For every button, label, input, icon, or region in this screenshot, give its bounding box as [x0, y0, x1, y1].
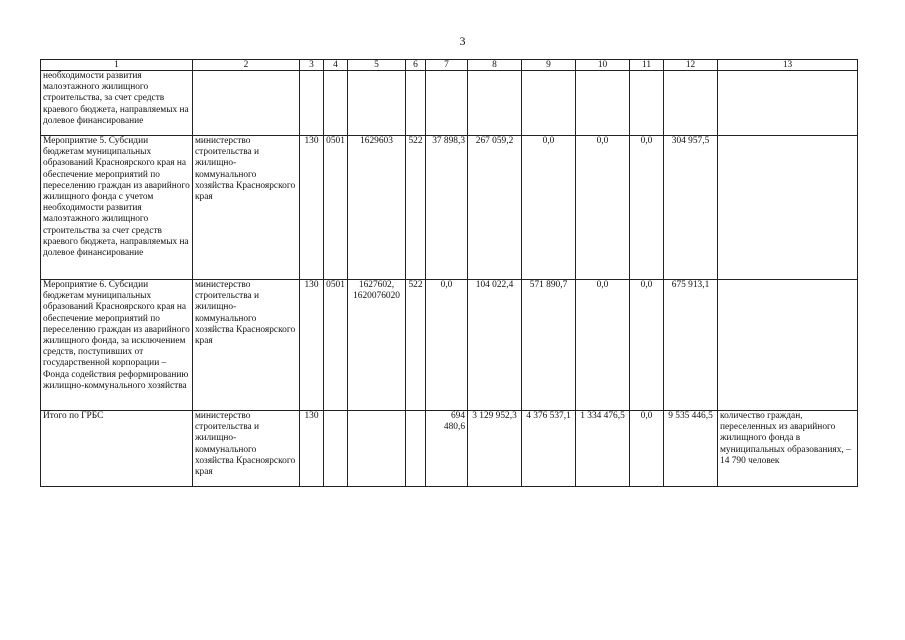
total-cell: 675 913,1: [664, 280, 718, 411]
col-header: 9: [522, 60, 576, 71]
amount-cell: 0,0: [630, 280, 664, 411]
code-cell: 130: [300, 280, 324, 411]
amount-cell: [576, 71, 630, 136]
code-cell: 522: [406, 136, 426, 280]
code-cell: [324, 71, 348, 136]
table-row: [41, 71, 858, 136]
code-cell: [300, 71, 324, 136]
amount-cell: 3 129 952,3: [468, 411, 522, 487]
code-cell: [406, 411, 426, 487]
result-cell: [718, 280, 858, 411]
activity-cell: Мероприятие 6. Субсидии бюджетам муниципальных образований Красноярского края на обеспечение мероприятий по переселению граждан из аварийного жилищного фонда, за исключением средств, поступивших от государственной корпорации – Фонда содействия реформированию жилищно-коммунального хозяйства: [41, 280, 193, 411]
amount-cell: 571 890,7: [522, 280, 576, 411]
code-cell: 130: [300, 136, 324, 280]
amount-cell: 0,0: [576, 280, 630, 411]
code-cell: 0501: [324, 280, 348, 411]
code-cell: [348, 411, 406, 487]
amount-cell: 0,0: [576, 136, 630, 280]
amount-cell: 267 059,2: [468, 136, 522, 280]
amount-cell: [630, 71, 664, 136]
table-row: [41, 280, 858, 411]
amount-cell: 0,0: [522, 136, 576, 280]
col-header: 13: [718, 60, 858, 71]
col-header: 2: [193, 60, 300, 71]
col-header: 8: [468, 60, 522, 71]
amount-cell: 37 898,3: [426, 136, 468, 280]
grbs-cell: [193, 71, 300, 136]
grbs-cell: министерство строительства и жилищно-коммунального хозяйства Красноярского края: [193, 280, 300, 411]
activity-cell: Итого по ГРБС: [41, 411, 193, 487]
amount-cell: 694 480,6: [426, 411, 468, 487]
table-row: [41, 411, 858, 487]
total-cell: [664, 71, 718, 136]
col-header: 5: [348, 60, 406, 71]
total-cell: 9 535 446,5: [664, 411, 718, 487]
amount-cell: 4 376 537,1: [522, 411, 576, 487]
amount-cell: [426, 71, 468, 136]
col-header: 11: [630, 60, 664, 71]
col-header: 7: [426, 60, 468, 71]
col-header: 3: [300, 60, 324, 71]
code-cell: 1629603: [348, 136, 406, 280]
result-cell: [718, 71, 858, 136]
code-cell: 1627602, 1620076020: [348, 280, 406, 411]
activity-cell: необходимости развития малоэтажного жилищного строительства, за счет средств краевого бюджета, направляемых на долевое финансирование: [41, 71, 193, 136]
activity-cell: Мероприятие 5. Субсидии бюджетам муниципальных образований Красноярского края на обеспечение мероприятий по переселению граждан из аварийного жилищного фонда с учетом необходимости развития малоэтажного жилищного строительства за счет средств краевого бюджета, направляемых на долевое финансирование: [41, 136, 193, 280]
page-number: 3: [459, 34, 466, 48]
total-cell: 304 957,5: [664, 136, 718, 280]
amount-cell: 0,0: [426, 280, 468, 411]
code-cell: [324, 411, 348, 487]
code-cell: 522: [406, 280, 426, 411]
grbs-cell: министерство строительства и жилищно-коммунального хозяйства Красноярского края: [193, 136, 300, 280]
code-cell: [348, 71, 406, 136]
amount-cell: [522, 71, 576, 136]
col-header: 12: [664, 60, 718, 71]
amount-cell: [468, 71, 522, 136]
col-header: 10: [576, 60, 630, 71]
grbs-cell: министерство строительства и жилищно-коммунального хозяйства Красноярского края: [193, 411, 300, 487]
amount-cell: 1 334 476,5: [576, 411, 630, 487]
col-header: 4: [324, 60, 348, 71]
result-cell: количество граждан, переселенных из аварийного жилищного фонда в муниципальных образованиях, – 14 790 человек: [718, 411, 858, 487]
table-row: [41, 136, 858, 280]
col-header: 6: [406, 60, 426, 71]
code-cell: 130: [300, 411, 324, 487]
result-cell: [718, 136, 858, 280]
code-cell: [406, 71, 426, 136]
amount-cell: 0,0: [630, 136, 664, 280]
program-table: [40, 59, 858, 487]
col-header: 1: [41, 60, 193, 71]
amount-cell: 104 022,4: [468, 280, 522, 411]
code-cell: 0501: [324, 136, 348, 280]
header-row: [41, 60, 858, 71]
amount-cell: 0,0: [630, 411, 664, 487]
